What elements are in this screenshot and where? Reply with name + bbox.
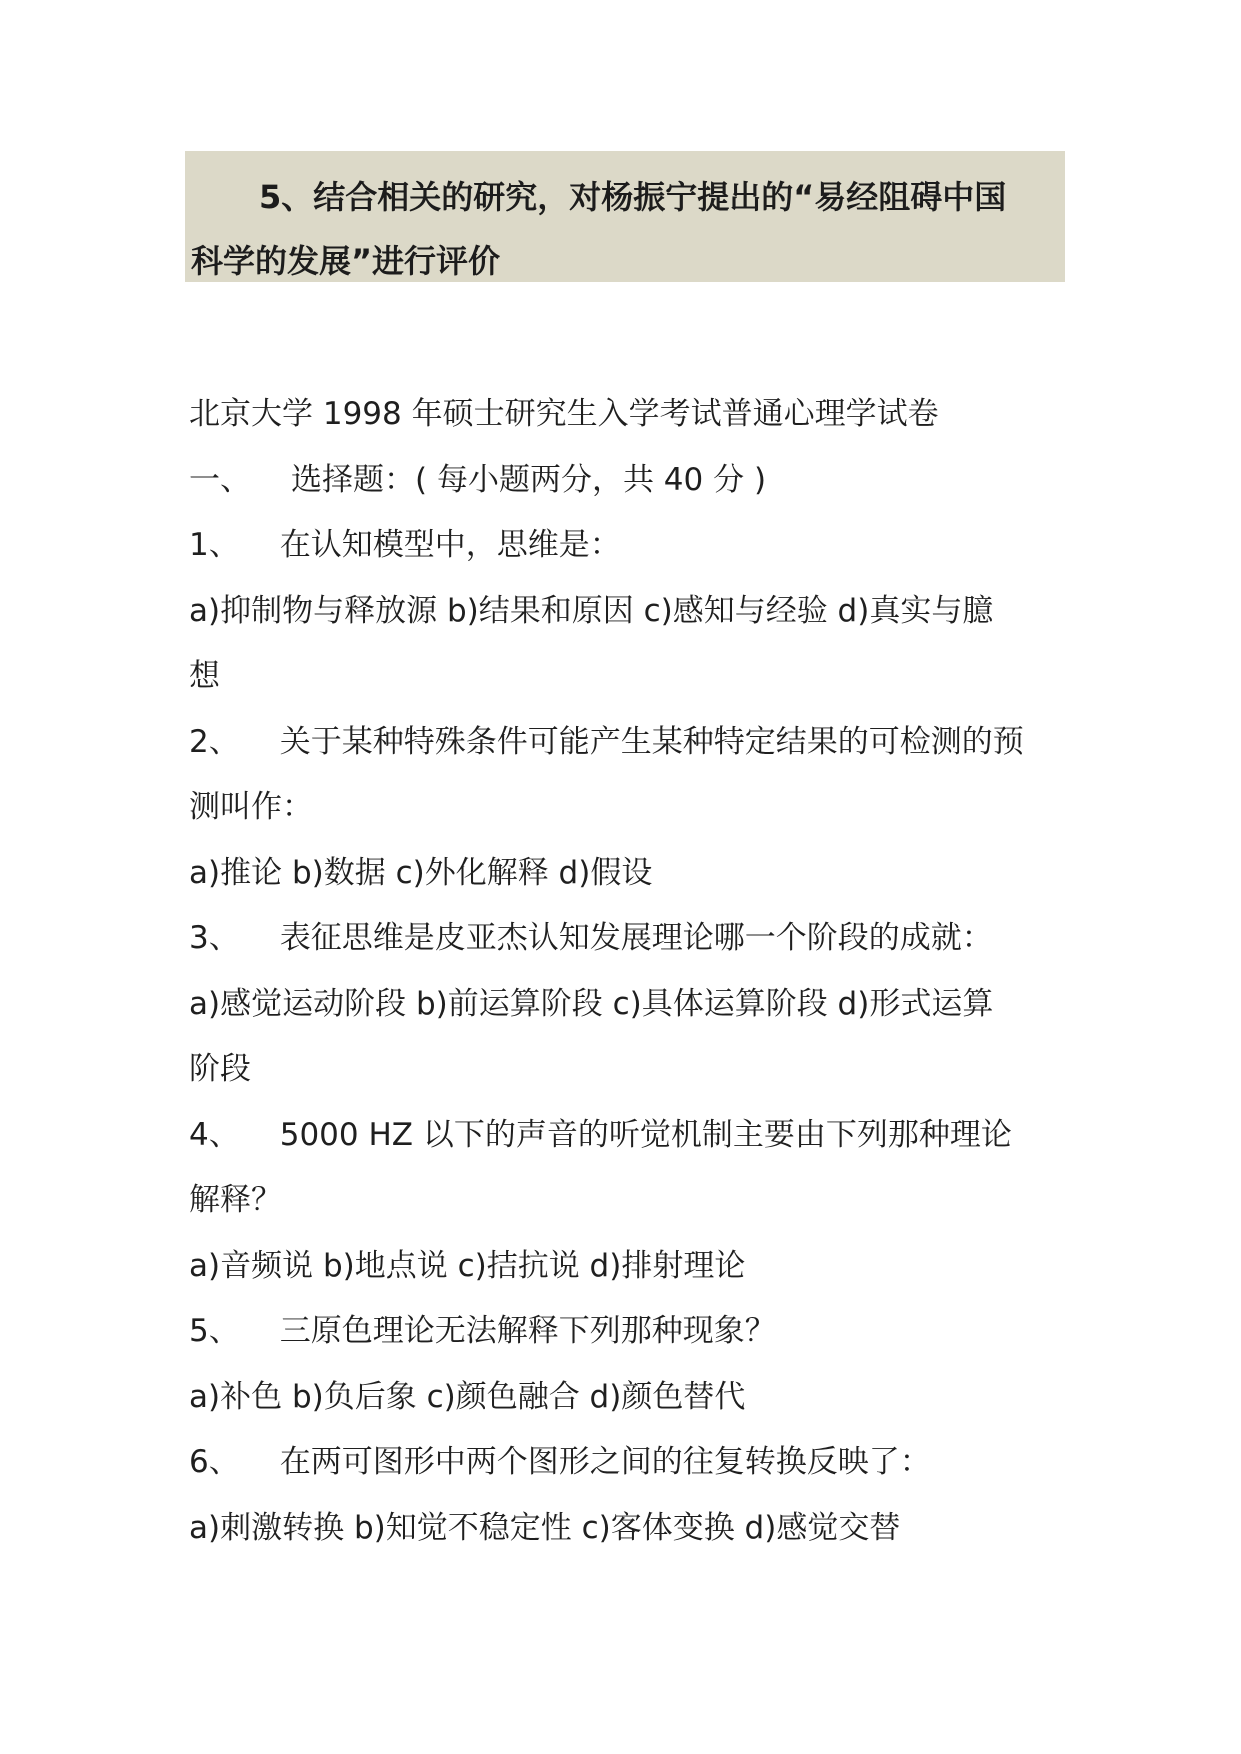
question-stem: 三原色理论无法解释下列那种现象？: [279, 1313, 776, 1349]
question-options: a)感觉运动阶段 b)前运算阶段 c)具体运算阶段 d)形式运算: [189, 985, 994, 1022]
highlighted-question-line-2: 科学的发展”进行评价: [191, 242, 501, 280]
question-number: 3、: [189, 920, 240, 956]
question-2: [189, 710, 1069, 907]
question-number: 5、: [189, 1313, 240, 1349]
question-options: a)刺激转换 b)知觉不稳定性 c)客体变换 d)感觉交替: [189, 1509, 901, 1546]
question-stem: 关于某种特殊条件可能产生某种特定结果的可检测的预: [279, 723, 1024, 760]
question-options-continued: 阶段: [189, 1051, 251, 1087]
question-stem: 在认知模型中，思维是：: [279, 527, 621, 563]
question-3: [189, 906, 1069, 1103]
question-5: [189, 1299, 1069, 1430]
question-stem-continued: 解释？: [189, 1182, 282, 1218]
question-options: a)推论 b)数据 c)外化解释 d)假设: [189, 854, 653, 891]
question-number: 4、: [189, 1116, 240, 1153]
section-number: 一、: [189, 461, 251, 498]
question-number: 1、: [189, 527, 240, 563]
question-number: 6、: [189, 1444, 240, 1480]
question-stem: 表征思维是皮亚杰认知发展理论哪一个阶段的成就：: [279, 920, 993, 956]
question-stem-continued: 测叫作：: [189, 789, 313, 825]
section-heading: [189, 448, 1069, 514]
question-options: a)抑制物与释放源 b)结果和原因 c)感知与经验 d)真实与臆: [189, 592, 994, 629]
question-number: 2、: [189, 723, 240, 760]
question-stem: 5000 HZ 以下的声音的听觉机制主要由下列那种理论: [279, 1116, 1012, 1153]
question-4: [189, 1103, 1069, 1300]
question-options: a)音频说 b)地点说 c)拮抗说 d)排射理论: [189, 1247, 746, 1284]
question-options: a)补色 b)负后象 c)颜色融合 d)颜色替代: [189, 1378, 746, 1415]
highlighted-question-box: [185, 151, 1065, 282]
exam-title: 北京大学 1998 年硕士研究生入学考试普通心理学试卷: [189, 396, 939, 432]
exam-body: [189, 382, 1069, 1561]
question-1: [189, 513, 1069, 710]
question-stem: 在两可图形中两个图形之间的往复转换反映了：: [279, 1444, 931, 1480]
question-options-continued: 想: [189, 658, 220, 694]
question-6: [189, 1430, 1069, 1561]
highlighted-question-line-1: 5、结合相关的研究，对杨振宁提出的“易经阻碍中国: [259, 178, 1007, 216]
section-label: 选择题：( 每小题两分，共 40 分 ): [291, 461, 767, 498]
